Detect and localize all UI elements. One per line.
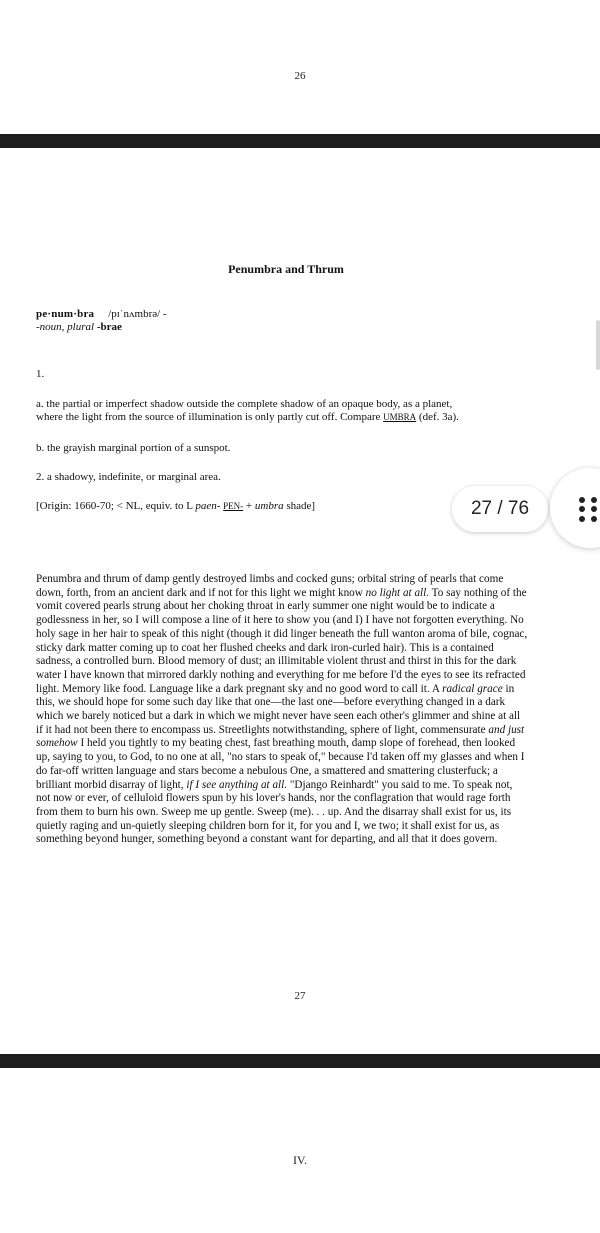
page-title: Penumbra and Thrum	[228, 262, 344, 276]
definition-b: b. the grayish marginal portion of a sunspot.	[36, 442, 231, 454]
pronunciation: /pɪˈnʌmbrə/ -	[108, 308, 167, 320]
page-indicator: 27 / 76	[452, 486, 548, 532]
drag-dots-icon	[579, 497, 597, 523]
origin-line: [Origin: 1660-70; < NL, equiv. to L paen- PEN- + umbra shade]	[36, 500, 316, 512]
part-of-speech: -noun, plural	[36, 321, 95, 333]
page-separator	[0, 134, 600, 148]
definition-2: 2. a shadowy, indefinite, or marginal area.	[36, 471, 221, 483]
page-number-top: 26	[294, 70, 306, 82]
definition-a: a. the partial or imperfect shadow outside the complete shadow of an opaque body, as a planet, where the light from the source of illumination is only partly cut off. Compare UMBRA (def. 3a).	[36, 398, 459, 423]
scrollbar-track[interactable]	[596, 320, 600, 370]
prose-paragraph: Penumbra and thrum of damp gently destroyed limbs and cocked guns; orbital string of pearls that come down, forth, from an ancient dark and if not for this light we might know no light at all. To say nothing of the vomit covered pearls strung about her choking throat in early summer one night would be to indicate a godlessness in her, so I will compose a line of it here to show you (and I) I have not forgotten everything. No holy sage in her hair to speak of this night (though it did linger beneath the full wanton aroma of bile, cognac, sticky dark matter coming up to coat her flushed cheeks and dark iron-curled hair). This is a contained sadness, a controlled burn. Blood memory of dust; an illimitable violent thrust and thirst in this for the dark water I have known that mirrored darkly nothing and everything for me before I'd the eyes to see its refracted light. Memory like food. Language like a dark pregnant sky and no good word to call it. A radical grace in this, we should hope for some such day like that one—the last one—before everything changed in a dark which we barely noticed but a dark in which we might never have seen each other's glimmer and shine at all if it had not been there to encompass us. Streetlights notwithstanding, sphere of light, commensurate and just somehow I held you tightly to my beating chest, fast breathing mouth, damp slope of forehead, then looked up, saying to you, to God, to no one at all, "no stars to speak of," because I'd taken off my glasses and when I do far-off written language and stars become a nebulous One, a smattered and smattering clusterfuck; a brilliant morbid disarray of light, if I see anything at all. "Django Reinhardt" you said to me. To speak not, not now or ever, of celluloid flowers spun by his lover's hands, nor the conflagration that would rage forth from them to burn his own. Sweep me up gentle. Sweep (me). . . up. And the disarray shall exist for us, its quietly raging and un-quietly sleeping children born for it, for you and I, we two; it shall exist for us, as something beyond hunger, something beyond a constant want for departing, and all that it does govern.	[36, 573, 528, 846]
sense-number: 1.	[36, 368, 45, 380]
headword: pe·num·bra	[36, 308, 95, 320]
fast-scroll-handle[interactable]	[550, 468, 600, 548]
umbra-link[interactable]: UMBRA	[383, 412, 417, 422]
dictionary-headword-line	[36, 308, 536, 334]
page-number-bottom: 27	[294, 990, 306, 1002]
section-heading-next: IV.	[292, 1153, 308, 1167]
page-separator	[0, 1054, 600, 1068]
pen-link[interactable]: PEN-	[223, 501, 244, 511]
plural-form: -brae	[96, 321, 122, 333]
